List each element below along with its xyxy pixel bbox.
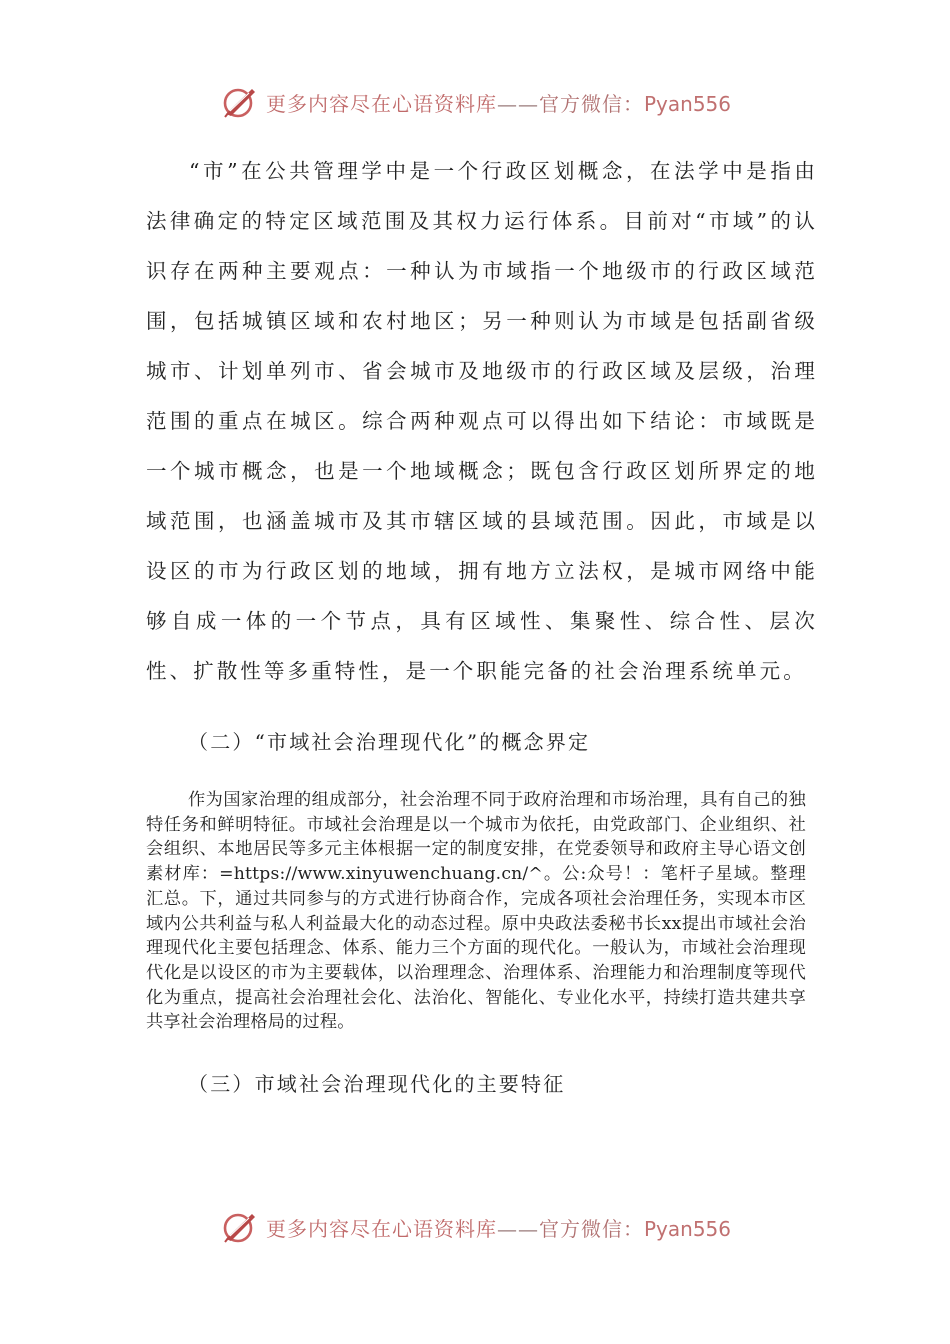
banner-text: [266, 1213, 731, 1242]
banner-text: [266, 88, 731, 117]
footer-banner: [222, 1207, 742, 1247]
header-banner: [222, 82, 742, 122]
quill-pen-logo-icon: [222, 1209, 258, 1245]
banner-dash: ——: [497, 1216, 539, 1241]
banner-wechat-label: 官方微信：: [539, 91, 644, 116]
banner-wechat-label: 官方微信：: [539, 1216, 644, 1241]
quill-pen-logo-icon: [222, 84, 258, 120]
paragraph-city-definition: “市”在公共管理学中是一个行政区划概念，在法学中是指由法律确定的特定区域范围及其权力运行体系。目前对“市域”的认识存在两种主要观点：一种认为市域指一个地级市的行政区域范围，包括城镇区域和农村地区；另一种则认为市域是包括副省级城市、计划单列市、省会城市及地级市的行政区域及层级，治理范围的重点在城区。综合两种观点可以得出如下结论：市域既是一个城市概念，也是一个地域概念；既包含行政区划所界定的地域范围，也涵盖城市及其市辖区域的县域范围。因此，市域是以设区的市为行政区划的地域，拥有地方立法权，是城市网络中能够自成一体的一个节点，具有区域性、集聚性、综合性、层次性、扩散性等多重特性，是一个职能完备的社会治理系统单元。: [146, 159, 818, 683]
banner-wechat-id: Pyan556: [644, 91, 732, 116]
paragraph-governance-definition: 作为国家治理的组成部分，社会治理不同于政府治理和市场治理，具有自己的独特任务和鲜明特征。市域社会治理是以一个城市为依托，由党政部门、企业组织、社会组织、本地居民等多元主体根据一定的制度安排，在党委领导和政府主导心语文创素材库：=https://www.xinyuwenchuang.cn/^。公:众号！：笔杆子星域。整理汇总。下，通过共同参与的方式进行协商合作，完成各项社会治理任务，实现本市区域内公共利益与私人利益最大化的动态过程。原中央政法委秘书长xx提出市域社会治理现代化主要包括理念、体系、能力三个方面的现代化。一般认为，市域社会治理现代化是以设区的市为主要载体，以治理理念、治理体系、治理能力和治理制度等现代化为重点，提高社会治理社会化、法治化、智能化、专业化水平，持续打造共建共享共享社会治理格局的过程。: [146, 790, 806, 1033]
banner-site-name: 更多内容尽在心语资料库: [266, 91, 497, 116]
banner-dash: ——: [497, 91, 539, 116]
banner-wechat-id: Pyan556: [644, 1216, 732, 1241]
section-heading-2: （二）“市域社会治理现代化”的概念界定: [188, 730, 591, 754]
section-heading-3: （三）市域社会治理现代化的主要特征: [188, 1072, 566, 1096]
banner-site-name: 更多内容尽在心语资料库: [266, 1216, 497, 1241]
